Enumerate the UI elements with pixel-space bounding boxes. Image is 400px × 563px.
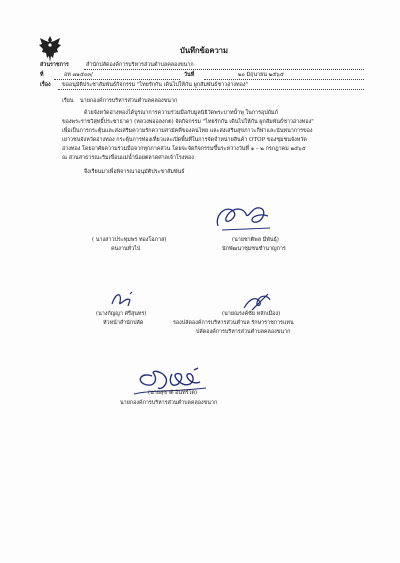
signatory-4-name: (นายณรงค์ชัย หลักเมือง) [222, 311, 281, 317]
body-line-3: เพื่อเป็นการกระตุ้นและส่งเสริมความรักความสามัคคีของคนไทย และส่งเสริมสุขภาวะกีฬาและนันทนาการของ [62, 128, 313, 134]
date-underline [204, 79, 364, 80]
agency-value: สำนักปลัดองค์การบริหารส่วนตำบลคลองขนาก [86, 62, 194, 68]
signatory-5-name: (นายสุชาติ อินทร์โต) [148, 390, 198, 396]
date-label: วันที่ [184, 72, 195, 78]
body-line-6: ณ สวนสาธารณะริมเขื่อนแม่น้ำน้อยตลาดศาลเจ้าโรงทอง [62, 155, 194, 161]
signatory-3-position: หัวหน้าสำนักปลัด [103, 320, 144, 326]
ref-label: ที่ [40, 72, 44, 78]
memo-title: บันทึกข้อความ [180, 46, 228, 55]
signatory-3-name: (นางกัญญา ศรีสุนทร) [96, 311, 147, 317]
body-line-5: อ่างทอง โดยอาศัยความร่วมมือจากทุกภาคส่วน โดยจะจัดกิจกรรมขึ้นระหว่างวันที่ ๑ – ๒ กรกฎาคม ๒๕๖๕ [62, 146, 306, 152]
body-line-1: ด้วยจังหวัดอ่างทองได้บูรณาการความร่วมมือกับมูลนิธิวัดพระบาทน้ำพุ ในการอุปถัมภ์ [84, 110, 279, 116]
agency-label: ส่วนราชการ [40, 62, 69, 68]
signatory-4-position: รองปลัดองค์การบริหารส่วนตำบล รักษาราชการแทน [173, 320, 294, 326]
signatory-1-name: ( นางสาวประทุมพร ทองโอภาส) [92, 237, 167, 243]
signatory-4-position-2: ปลัดองค์การบริหารส่วนตำบลคลองขนาก [196, 329, 291, 335]
signatory-5-position: นายกองค์การบริหารส่วนตำบลคลองขนาก [120, 400, 218, 406]
garuda-emblem-icon [38, 34, 62, 64]
signature-2-handwritten [212, 196, 274, 236]
signatory-1-position: คนงานทั่วไป [111, 246, 141, 252]
salutation-value: นายกองค์การบริหารส่วนตำบลคลองขนาก [80, 98, 178, 104]
body-line-4: เยาวชนจังหวัดอ่างทอง กระตุ้นการท่องเที่ยวและเปิดพื้นที่ในการจัดจำหน่ายสินค้า OTOP ของชุมชนจังหวัด [62, 137, 307, 143]
ref-value: อท ๗๑๕๐๓/ [64, 72, 93, 78]
date-value: ๒๐ มิถุนายน ๒๕๖๕ [238, 72, 284, 78]
closing-line: จึงเรียนมาเพื่อพิจารณาอนุมัติประชาสัมพันธ์ [84, 169, 185, 175]
signature-4-handwritten [240, 290, 274, 312]
subject-label: เรื่อง [40, 82, 51, 88]
signatory-2-name: (นายชาติพล มีพันธุ์) [232, 237, 279, 243]
ref-underline [54, 79, 180, 80]
subject-value: ขออนุมัติประชาสัมพันธ์กิจกรรม "ไทยรักกัน เดินไปให้กัน ผูกสัมพันธ์ชาวอ่างทอง" [62, 82, 248, 88]
subject-underline [58, 89, 364, 90]
body-line-2: ของพระราชวิสุทธิ์ประชาธาดา (หลวงพ่ออลงกต) จัดกิจกรรม "ไทยรักกัน เดินไปให้กัน ผูกสัมพันธ์ชาวอ่างทอง" [62, 119, 314, 125]
agency-underline [84, 69, 364, 70]
signatory-2-position: นักพัฒนาชุมชนชำนาญการ [222, 246, 286, 252]
signature-3-handwritten [108, 288, 138, 310]
salutation-label: เรียน [62, 98, 74, 104]
